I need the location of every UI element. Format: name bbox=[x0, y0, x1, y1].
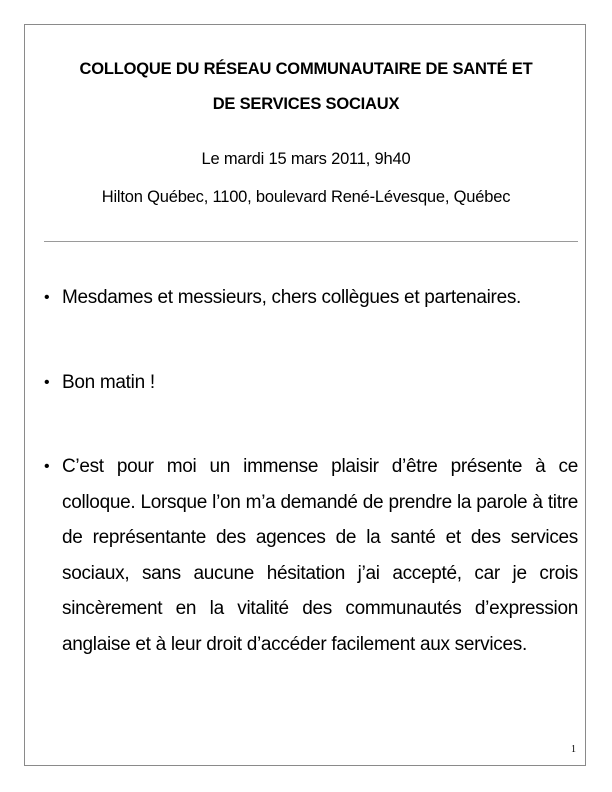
list-item bbox=[44, 365, 578, 401]
list-item bbox=[44, 449, 578, 662]
page-number: 1 bbox=[571, 744, 576, 755]
list-item bbox=[44, 280, 578, 316]
event-date: Le mardi 15 mars 2011, 9h40 bbox=[201, 150, 411, 168]
bullet-text: C’est pour moi un immense plaisir d’être présente à ce colloque. Lorsque l’on m’a demandé de prendre la parole à titre de représentante des agences de la santé et des services sociaux, sans aucune hésitation j’ai accepté, car je crois sincèrement en la vitalité des communautés d’expression anglaise et à leur droit d’accéder facilement aux services. bbox=[62, 456, 578, 655]
event-venue: Hilton Québec, 1100, boulevard René-Lévesque, Québec bbox=[101, 188, 511, 206]
title-line-2: DE SERVICES SOCIAUX bbox=[212, 95, 400, 113]
bullet-text: Mesdames et messieurs, chers collègues et partenaires. bbox=[62, 287, 522, 308]
bullet-text: Bon matin ! bbox=[62, 371, 155, 393]
header-divider bbox=[44, 241, 578, 242]
document-title bbox=[24, 52, 588, 122]
bullet-icon: • bbox=[44, 458, 50, 475]
bullet-icon: • bbox=[44, 373, 50, 391]
speech-bullet-list bbox=[44, 280, 578, 662]
bullet-icon: • bbox=[44, 289, 50, 306]
title-line-1: COLLOQUE DU RÉSEAU COMMUNAUTAIRE DE SANTÉ ET bbox=[79, 60, 533, 78]
